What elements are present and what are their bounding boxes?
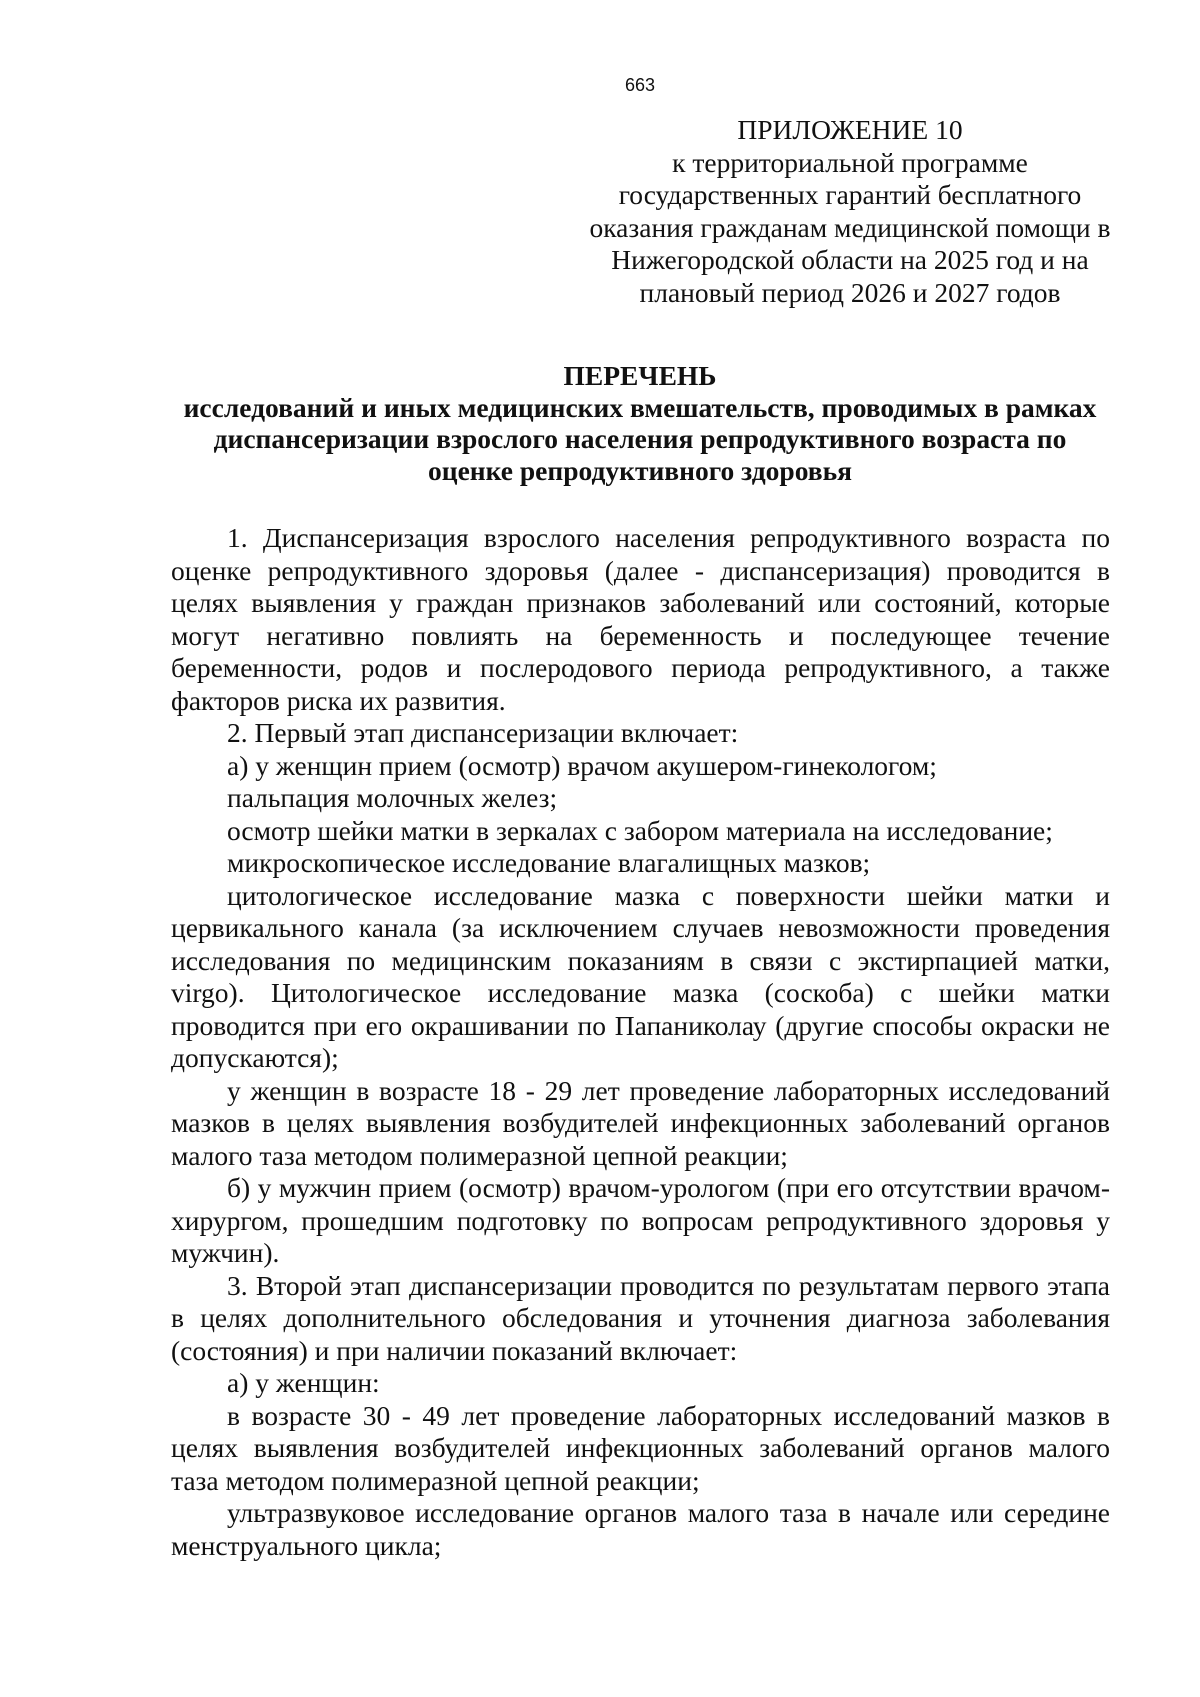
list-item: у женщин в возрасте 18 - 29 лет проведение лабораторных исследований мазков в целях выявления возбудителей инфекционных заболеваний органов малого таза методом полимеразной цепной реакции; — [171, 1074, 1110, 1171]
paragraph-2a: а) у женщин прием (осмотр) врачом акушером-гинекологом; — [227, 749, 937, 781]
appendix-line: оказания гражданам медицинской помощи в — [589, 211, 1111, 243]
paragraph-3a: а) у женщин: — [227, 1367, 380, 1398]
title-line: исследований и иных медицинских вмешательств, проводимых в рамках — [183, 391, 1097, 423]
list-item: цитологическое исследование мазка с поверхности шейки матки и цервикального канала (за исключением случаев невозможности проведения исследования по медицинским показаниям в связи с экстирпацией матки, virgo). Цитологическое исследование мазка (соскоба) с шейки матки проводится при его окрашивании по Папаниколау (другие способы окраски не допускаются); — [171, 879, 1110, 1073]
paragraph-2: 2. Первый этап диспансеризации включает: — [227, 717, 739, 748]
list-item: в возрасте 30 - 49 лет проведение лабораторных исследований мазков в целях выявления возбудителей инфекционных заболеваний органов малого таза методом полимеразной цепной реакции; — [171, 1399, 1110, 1496]
document-title — [170, 360, 1110, 486]
appendix-line: государственных гарантий бесплатного — [618, 179, 1082, 210]
title-heading: ПЕРЕЧЕНЬ — [563, 360, 717, 391]
list-item: пальпация молочных желез; — [227, 782, 558, 813]
appendix-header — [560, 114, 1140, 309]
list-item: ультразвуковое исследование органов малого таза в начале или середине менструального цикла; — [171, 1497, 1110, 1561]
list-item: осмотр шейки матки в зеркалах с забором материала на исследование; — [227, 814, 1053, 846]
appendix-line: плановый период 2026 и 2027 годов — [639, 276, 1061, 308]
document-body — [171, 522, 1110, 1562]
title-line: оценке репродуктивного здоровья — [427, 454, 853, 486]
title-line: диспансеризации взрослого населения репродуктивного возраста по — [213, 423, 1067, 454]
list-item: микроскопическое исследование влагалищных мазков; — [227, 847, 871, 878]
appendix-label: ПРИЛОЖЕНИЕ 10 — [737, 114, 963, 145]
page-number: 663 — [624, 75, 656, 95]
appendix-line: к территориальной программе — [672, 146, 1028, 178]
paragraph-3: 3. Второй этап диспансеризации проводится по результатам первого этапа в целях дополнительного обследования и уточнения диагноза заболевания (состояния) и при наличии показаний включает: — [171, 1269, 1110, 1366]
paragraph-2b: б) у мужчин прием (осмотр) врачом-урологом (при его отсутствии врачом-хирургом, прошедшим подготовку по вопросам репродуктивного здоровья у мужчин). — [171, 1172, 1110, 1268]
appendix-line: Нижегородской области на 2025 год и на — [611, 244, 1089, 275]
paragraph-1: 1. Диспансеризация взрослого населения репродуктивного возраста по оценке репродуктивного здоровья (далее - диспансеризация) проводится в целях выявления у граждан признаков заболеваний или состояний, которые могут негативно повлиять на беременность и последующее течение беременности, родов и послеродового периода репродуктивного, а также факторов риска их развития. — [171, 522, 1110, 716]
